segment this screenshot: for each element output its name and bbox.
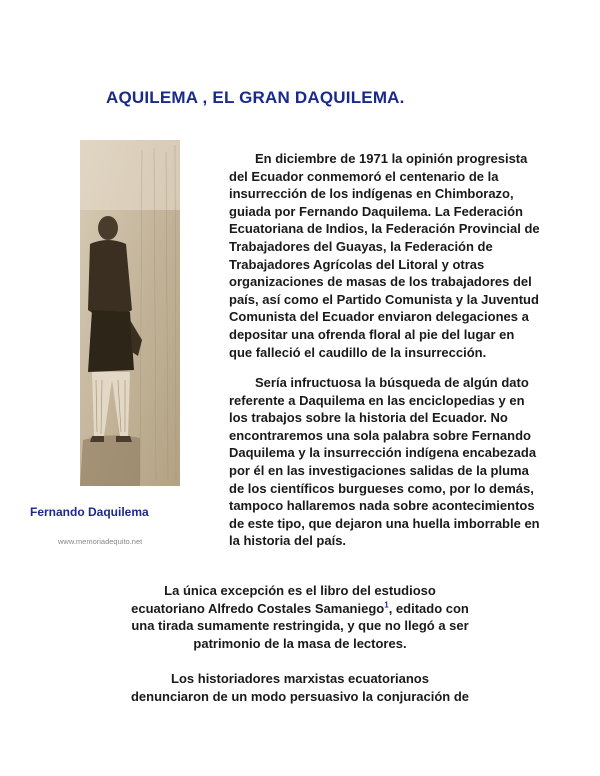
paragraph-3: [60, 582, 540, 652]
paragraph-4-line: Los historiadores marxistas ecuatorianos: [171, 671, 429, 686]
paragraph-3-line: La única excepción es el libro del estudioso: [164, 583, 436, 598]
paragraph-2-line: Daquilema y la insurrección indígena encabezada: [229, 445, 537, 461]
paragraph-2-line: la historia del país.: [229, 533, 347, 549]
footnote-link[interactable]: 1: [384, 600, 389, 610]
paragraph-1-line: país, así como el Partido Comunista y la Juventud: [229, 291, 539, 307]
paragraph-1-line: Trabajadores Agrícolas del Litoral y otras: [229, 256, 485, 272]
paragraph-2-line: tampoco hallaremos nada sobre acontecimientos: [229, 498, 535, 514]
paragraph-1-line: insurrección de los indígenas en Chimborazo,: [229, 186, 514, 202]
paragraph-2-line: Sería infructuosa la búsqueda de algún dato: [255, 375, 529, 390]
paragraph-2-line: referente a Daquilema en las enciclopedias y en: [229, 392, 525, 408]
photo-credit: www.memoriadequito.net: [58, 537, 143, 546]
paragraph-1-line: del Ecuador conmemoró el centenario de la: [229, 168, 499, 184]
paragraph-1-line: Ecuatoriana de Indios, la Federación Provincial de: [229, 221, 540, 237]
paragraph-3-text: , editado con: [388, 600, 469, 616]
paragraph-2-line: por él en las investigaciones salidas de la pluma: [229, 462, 529, 478]
paragraph-2-line: de este tipo, que dejaron una huella imborrable en: [229, 515, 540, 531]
paragraph-1-line: Comunista del Ecuador enviaron delegaciones a: [229, 309, 529, 325]
paragraph-4: [60, 670, 540, 705]
paragraph-1: [229, 150, 574, 361]
paragraph-1-line: depositar una ofrenda floral al pie del lugar en: [229, 326, 515, 342]
paragraph-3-text: ecuatoriano Alfredo Costales Samaniego: [131, 600, 385, 616]
paragraph-1-line: Trabajadores del Guayas, la Federación de: [229, 238, 493, 254]
paragraph-4-line: denunciaron de un modo persuasivo la conjuración de: [130, 688, 470, 704]
paragraph-2-line: encontraremos una sola palabra sobre Fernando: [229, 427, 531, 443]
paragraph-1-line: guiada por Fernando Daquilema. La Federación: [229, 203, 523, 219]
photo-caption: Fernando Daquilema: [30, 505, 149, 519]
paragraph-2-line: de los científicos burgueses como, por lo demás,: [229, 480, 534, 496]
paragraph-2: [229, 374, 574, 550]
paragraph-1-line: En diciembre de 1971 la opinión progresista: [255, 151, 528, 166]
page-title: AQUILEMA , EL GRAN DAQUILEMA.: [106, 88, 405, 107]
paragraph-1-line: que falleció el caudillo de la insurrección.: [229, 344, 487, 360]
paragraph-2-line: los trabajos sobre la historia del Ecuador. No: [229, 410, 508, 426]
paragraph-3-line: una tirada sumamente restringida, y que no llegó a ser: [131, 618, 469, 634]
paragraph-3-line: patrimonio de la masa de lectores.: [193, 635, 407, 651]
paragraph-1-line: organizaciones de masas de los trabajadores del: [229, 274, 532, 290]
portrait-photo: [80, 140, 180, 486]
paragraph-3-line: [60, 600, 540, 618]
